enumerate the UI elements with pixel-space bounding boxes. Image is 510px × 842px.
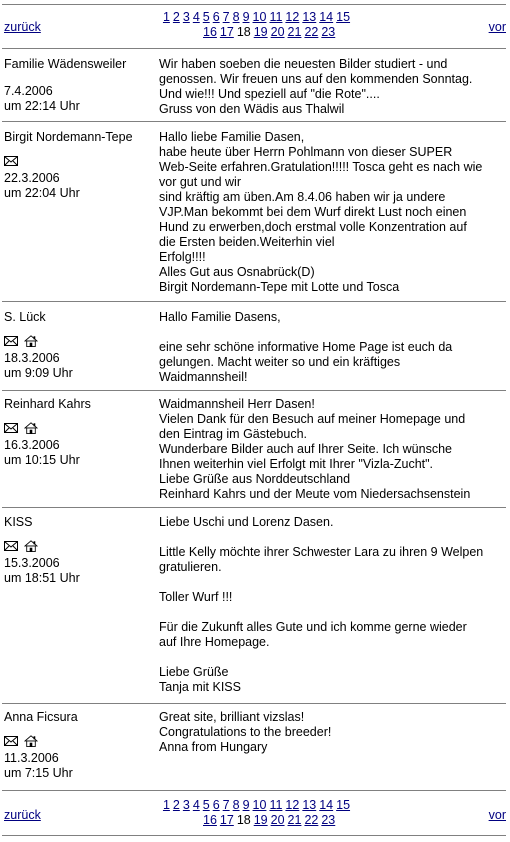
page-link[interactable]: 5 <box>202 798 210 812</box>
entry-author-name: S. Lück <box>4 310 46 324</box>
email-icon[interactable] <box>4 735 18 747</box>
page-link[interactable]: 10 <box>252 10 267 24</box>
entry-message: Hallo Familie Dasens, eine sehr schöne informative Home Page ist euch da gelungen. Macht weiter so und ein kräftiges Waidmannsheil! <box>159 310 453 384</box>
top-pagination <box>0 12 510 42</box>
current-page-number: 18 <box>236 25 251 39</box>
forward-link[interactable]: vor <box>488 20 506 34</box>
page-link[interactable]: 5 <box>202 10 210 24</box>
page-link[interactable]: 3 <box>182 10 190 24</box>
page-link[interactable]: 9 <box>242 798 250 812</box>
top-rule <box>2 4 506 5</box>
page-link[interactable]: 11 <box>269 10 283 24</box>
email-icon[interactable] <box>4 335 18 347</box>
entry-time: um 9:09 Uhr <box>4 366 73 380</box>
page-link[interactable]: 3 <box>182 798 190 812</box>
page-link[interactable]: 16 <box>203 25 217 39</box>
page-link[interactable]: 13 <box>302 798 317 812</box>
page-link[interactable]: 2 <box>172 10 180 24</box>
home-icon[interactable] <box>24 540 38 552</box>
bottom-pagination <box>0 800 510 830</box>
entry-author-name: Familie Wädensweiler <box>4 57 127 71</box>
page-link[interactable]: 19 <box>253 813 268 827</box>
home-icon[interactable] <box>24 335 38 347</box>
entry-author-block <box>4 515 154 586</box>
page-links <box>148 798 368 828</box>
back-link[interactable]: zurück <box>4 20 41 34</box>
entry-message: Waidmannsheil Herr Dasen! Vielen Dank für den Besuch auf meiner Homepage und den Eintrag im Gästebuch. Wunderbare Bilder auch auf Ihrer Seite. Ich wünsche Ihnen weiterhin viel Erfolgt mit Ihrer "Vizla-Zucht". Liebe Grüße aus Norddeutschland Reinhard Kahrs und der Meute vom Niedersachsenstein <box>159 397 471 501</box>
home-icon[interactable] <box>24 735 38 747</box>
page-link[interactable]: 10 <box>252 798 267 812</box>
page-link[interactable]: 15 <box>336 10 351 24</box>
entry-icons <box>4 422 154 436</box>
page-link[interactable]: 2 <box>172 798 180 812</box>
entry-date: 22.3.2006 <box>4 171 60 185</box>
page-link[interactable]: 4 <box>192 798 200 812</box>
page-link[interactable]: 17 <box>219 813 234 827</box>
page-link[interactable]: 7 <box>222 10 230 24</box>
page-link[interactable]: 6 <box>212 798 220 812</box>
entry-date: 11.3.2006 <box>4 751 59 765</box>
entry-divider <box>2 121 506 122</box>
page-link[interactable]: 8 <box>232 798 240 812</box>
entry-date: 18.3.2006 <box>4 351 60 365</box>
page-link[interactable]: 17 <box>219 25 234 39</box>
page-link[interactable]: 21 <box>287 25 302 39</box>
current-page-number: 18 <box>236 813 251 827</box>
entry-message: Liebe Uschi und Lorenz Dasen. Little Kelly möchte ihrer Schwester Lara zu ihren 9 Welpen gratulieren. Toller Wurf !!! Für die Zukunft alles Gute und ich komme gerne wieder auf Ihre Homepage. Liebe Grüße Tanja mit KISS <box>159 515 484 694</box>
page-link[interactable]: 14 <box>319 798 334 812</box>
entry-message: Great site, brilliant vizslas! Congratulations to the breeder! Anna from Hungary <box>159 710 332 754</box>
page-link[interactable]: 13 <box>302 10 317 24</box>
page-links-row2 <box>180 813 368 828</box>
entry-author-block <box>4 57 154 114</box>
page-link[interactable]: 12 <box>285 10 300 24</box>
entry-divider <box>2 703 506 704</box>
entry-divider <box>2 390 506 391</box>
page-links-row2 <box>180 25 368 40</box>
page-link[interactable]: 20 <box>270 813 285 827</box>
entry-icons <box>4 155 154 169</box>
entry-divider <box>2 507 506 508</box>
entry-author-name: KISS <box>4 515 33 529</box>
page-link[interactable]: 21 <box>287 813 302 827</box>
entry-author-name: Anna Ficsura <box>4 710 78 724</box>
page-link[interactable]: 6 <box>212 10 220 24</box>
page-link[interactable]: 15 <box>336 798 351 812</box>
entry-author-name: Reinhard Kahrs <box>4 397 91 411</box>
email-icon[interactable] <box>4 540 18 552</box>
page-link[interactable]: 20 <box>270 25 285 39</box>
page-links-row1 <box>148 10 368 25</box>
page-links <box>148 10 368 40</box>
entry-time: um 10:15 Uhr <box>4 453 80 467</box>
entry-author-block <box>4 397 154 468</box>
entry-divider <box>2 790 506 791</box>
page-links-row1 <box>148 798 368 813</box>
entry-time: um 22:04 Uhr <box>4 186 80 200</box>
bottom-rule <box>2 835 506 836</box>
entry-author-block <box>4 710 154 781</box>
entry-time: um 7:15 Uhr <box>4 766 73 780</box>
forward-link[interactable]: vor <box>488 808 506 822</box>
page-link[interactable]: 22 <box>304 25 319 39</box>
home-icon[interactable] <box>24 422 38 434</box>
entry-time: um 22:14 Uhr <box>4 99 80 113</box>
entry-divider <box>2 301 506 302</box>
entry-date: 15.3.2006 <box>4 556 60 570</box>
entry-author-block <box>4 130 154 201</box>
page-link[interactable]: 16 <box>203 813 217 827</box>
page-link[interactable]: 14 <box>319 10 334 24</box>
entry-icons <box>4 735 154 749</box>
page-link[interactable]: 23 <box>321 813 336 827</box>
page-link[interactable]: 11 <box>269 798 283 812</box>
page-link[interactable]: 7 <box>222 798 230 812</box>
back-link[interactable]: zurück <box>4 808 41 822</box>
nav-divider <box>2 48 506 49</box>
entry-time: um 18:51 Uhr <box>4 571 80 585</box>
entry-icons <box>4 540 154 554</box>
entry-date: 16.3.2006 <box>4 438 60 452</box>
entry-message: Wir haben soeben die neuesten Bilder studiert - und genossen. Wir freuen uns auf den kommenden Sonntag. Und wie!!! Und speziell auf "die Rote".... Gruss von den Wädis aus Thalwil <box>159 57 473 116</box>
email-icon[interactable] <box>4 155 18 167</box>
page-link[interactable]: 23 <box>321 25 336 39</box>
entry-author-block <box>4 310 154 381</box>
entry-author-name: Birgit Nordemann-Tepe <box>4 130 133 144</box>
entry-message: Hallo liebe Familie Dasen, habe heute über Herrn Pohlmann von dieser SUPER Web-Seite erfahren.Gratulation!!!!! Tosca geht es nach wie vor gut und wir sind kräftig am üben.Am 8.4.06 haben wir ja undere VJP.Man bekommt bei dem Wurf direkt Lust noch einen Hund zu erwerben,doch erstmal volle Konzentration auf die Ersten beiden.Weiterhin viel Erfolg!!!! Alles Gut aus Osnabrück(D) Birgit Nordemann-Tepe mit Lotte und Tosca <box>159 130 483 294</box>
page-link[interactable]: 8 <box>232 10 240 24</box>
page-link[interactable]: 4 <box>192 10 200 24</box>
entry-icons <box>4 335 154 349</box>
page-link[interactable]: 22 <box>304 813 319 827</box>
email-icon[interactable] <box>4 422 18 434</box>
page-link[interactable]: 12 <box>285 798 300 812</box>
page-link[interactable]: 9 <box>242 10 250 24</box>
entry-date: 7.4.2006 <box>4 84 53 98</box>
page-link[interactable]: 19 <box>253 25 268 39</box>
page-link[interactable]: 1 <box>162 10 170 24</box>
page-link[interactable]: 1 <box>162 798 170 812</box>
